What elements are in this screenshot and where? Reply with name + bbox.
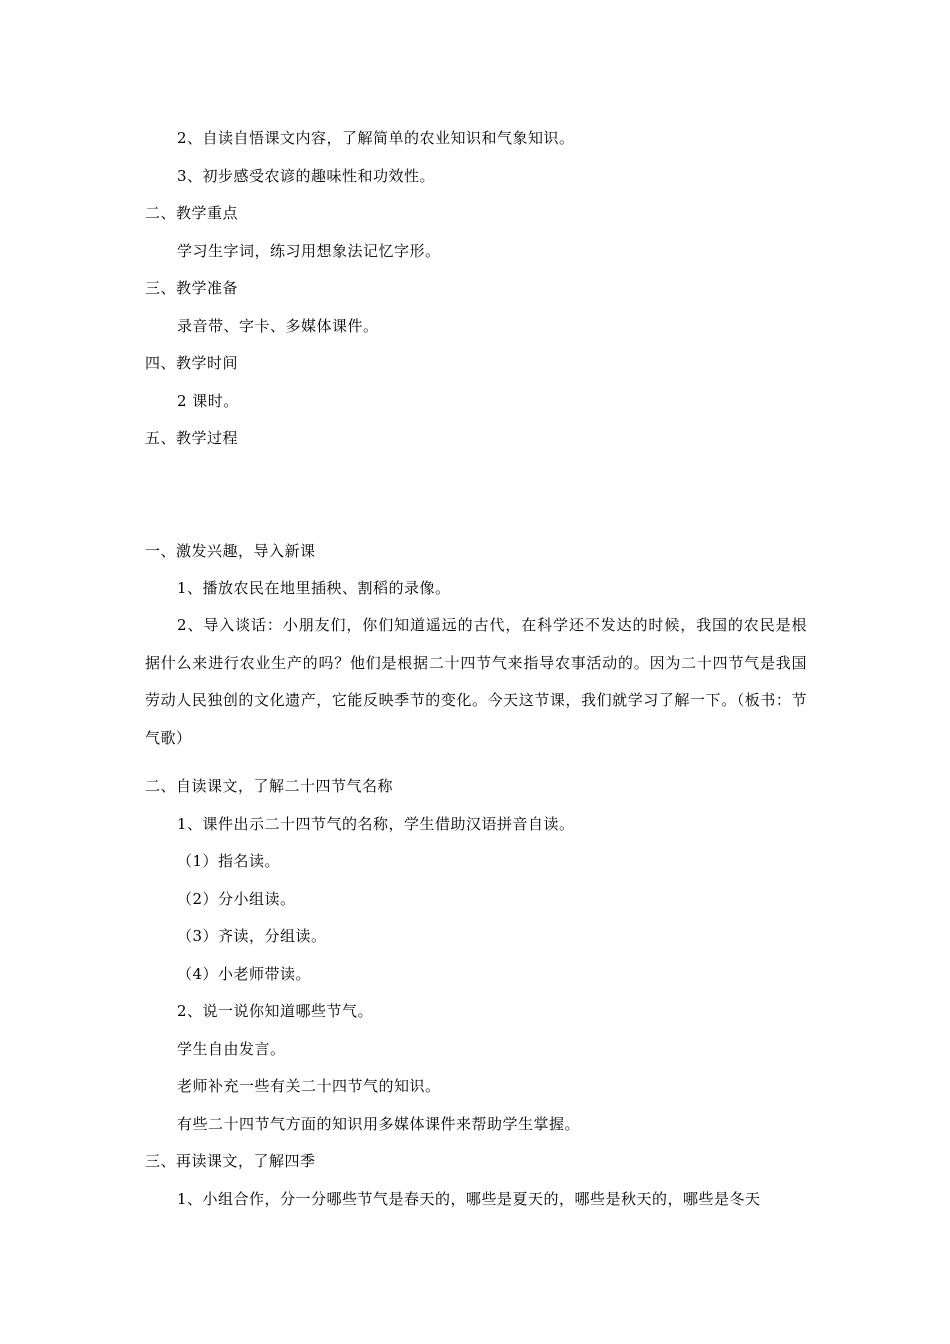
- part1-heading: 一、激发兴趣，导入新课: [145, 542, 316, 560]
- part2-line2: 老师补充一些有关二十四节气的知识。: [177, 1077, 441, 1095]
- part2-line1: 学生自由发言。: [177, 1040, 286, 1058]
- part2-sub1: （1）指名读。: [177, 852, 281, 870]
- part1-step2-paragraph: 2、导入谈话：小朋友们，你们知道遥远的古代，在科学还不发达的时候，我国的农民是根据什么来进行农业生产的吗？他们是根据二十四节气来指导农事活动的。因为二十四节气是我国劳动人民独创的文化遗产，它能反映季节的变化。今天这节课，我们就学习了解一下。（板书：节气歌）: [145, 616, 807, 747]
- part2-step2: 2、说一说你知道哪些节气。: [177, 1002, 374, 1020]
- section-heading-duration: 四、教学时间: [145, 354, 239, 372]
- key-points-text: 学习生字词，练习用想象法记忆字形。: [177, 242, 441, 260]
- preparation-text: 录音带、字卡、多媒体课件。: [177, 317, 379, 335]
- part2-line3: 有些二十四节气方面的知识用多媒体课件来帮助学生掌握。: [177, 1115, 581, 1133]
- objective-3: 3、初步感受农谚的趣味性和功效性。: [177, 167, 436, 185]
- part3-step1: 1、小组合作，分一分哪些节气是春天的，哪些是夏天的，哪些是秋天的，哪些是冬天: [177, 1190, 761, 1208]
- section-heading-key-points: 二、教学重点: [145, 204, 239, 222]
- part2-sub4: （4）小老师带读。: [177, 965, 312, 983]
- part3-heading: 三、再读课文，了解四季: [145, 1152, 316, 1170]
- duration-text: 2 课时。: [177, 392, 239, 410]
- part2-step1: 1、课件出示二十四节气的名称，学生借助汉语拼音自读。: [177, 815, 575, 833]
- part1-step1: 1、播放农民在地里插秧、割稻的录像。: [177, 579, 451, 597]
- objective-2: 2、自读自悟课文内容，了解简单的农业知识和气象知识。: [177, 129, 575, 147]
- section-heading-process: 五、教学过程: [145, 429, 239, 447]
- section-heading-preparation: 三、教学准备: [145, 279, 239, 297]
- part2-heading: 二、自读课文，了解二十四节气名称: [145, 777, 394, 795]
- part2-sub3: （3）齐读，分组读。: [177, 927, 327, 945]
- part2-sub2: （2）分小组读。: [177, 890, 296, 908]
